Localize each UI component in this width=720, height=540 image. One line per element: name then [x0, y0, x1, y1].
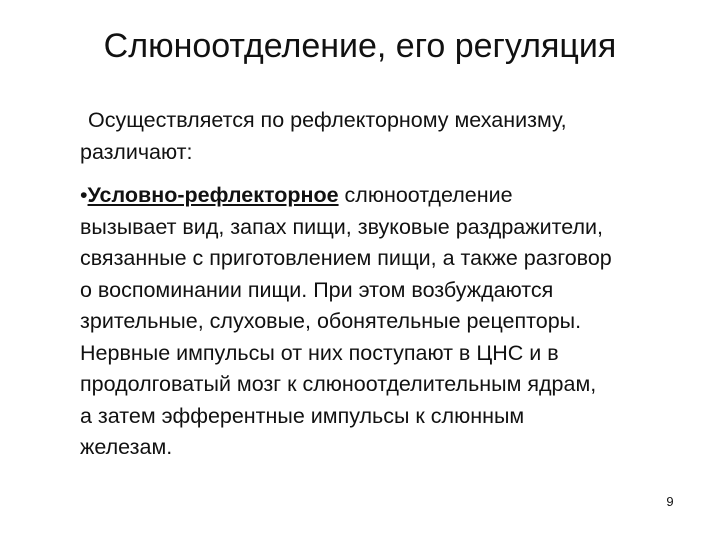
bullet-line: о воспоминании пищи. При этом возбуждаются [80, 277, 554, 302]
intro-line: различают: [80, 139, 193, 164]
bullet-line: железам. [80, 435, 173, 459]
bullet-line: зрительные, слуховые, обонятельные рецепторы. [80, 309, 582, 333]
bullet-line: связанные с приготовлением пищи, а также разговор [80, 246, 612, 270]
bullet-item [80, 180, 690, 464]
bullet-first-line [80, 180, 690, 212]
page-number: 9 [666, 494, 674, 509]
bullet-first-line-rest: слюноотделение [338, 183, 513, 207]
bullet-line: продолговатый мозг к слюноотделительным ядрам, [80, 372, 597, 396]
intro-line: Осуществляется по рефлекторному механизму, [88, 108, 567, 132]
bullet-line: вызывает вид, запах пищи, звуковые раздражители, [80, 214, 604, 239]
slide-body [80, 105, 690, 464]
bullet-marker: • [80, 183, 88, 207]
bullet-line: а затем эфферентные импульсы к слюнным [80, 403, 525, 428]
bullet-line: Нервные импульсы от них поступают в ЦНС и в [80, 340, 559, 365]
slide-title: Слюноотделение, его регуляция [103, 27, 617, 65]
bullet-term: Условно-рефлекторное [87, 183, 339, 207]
